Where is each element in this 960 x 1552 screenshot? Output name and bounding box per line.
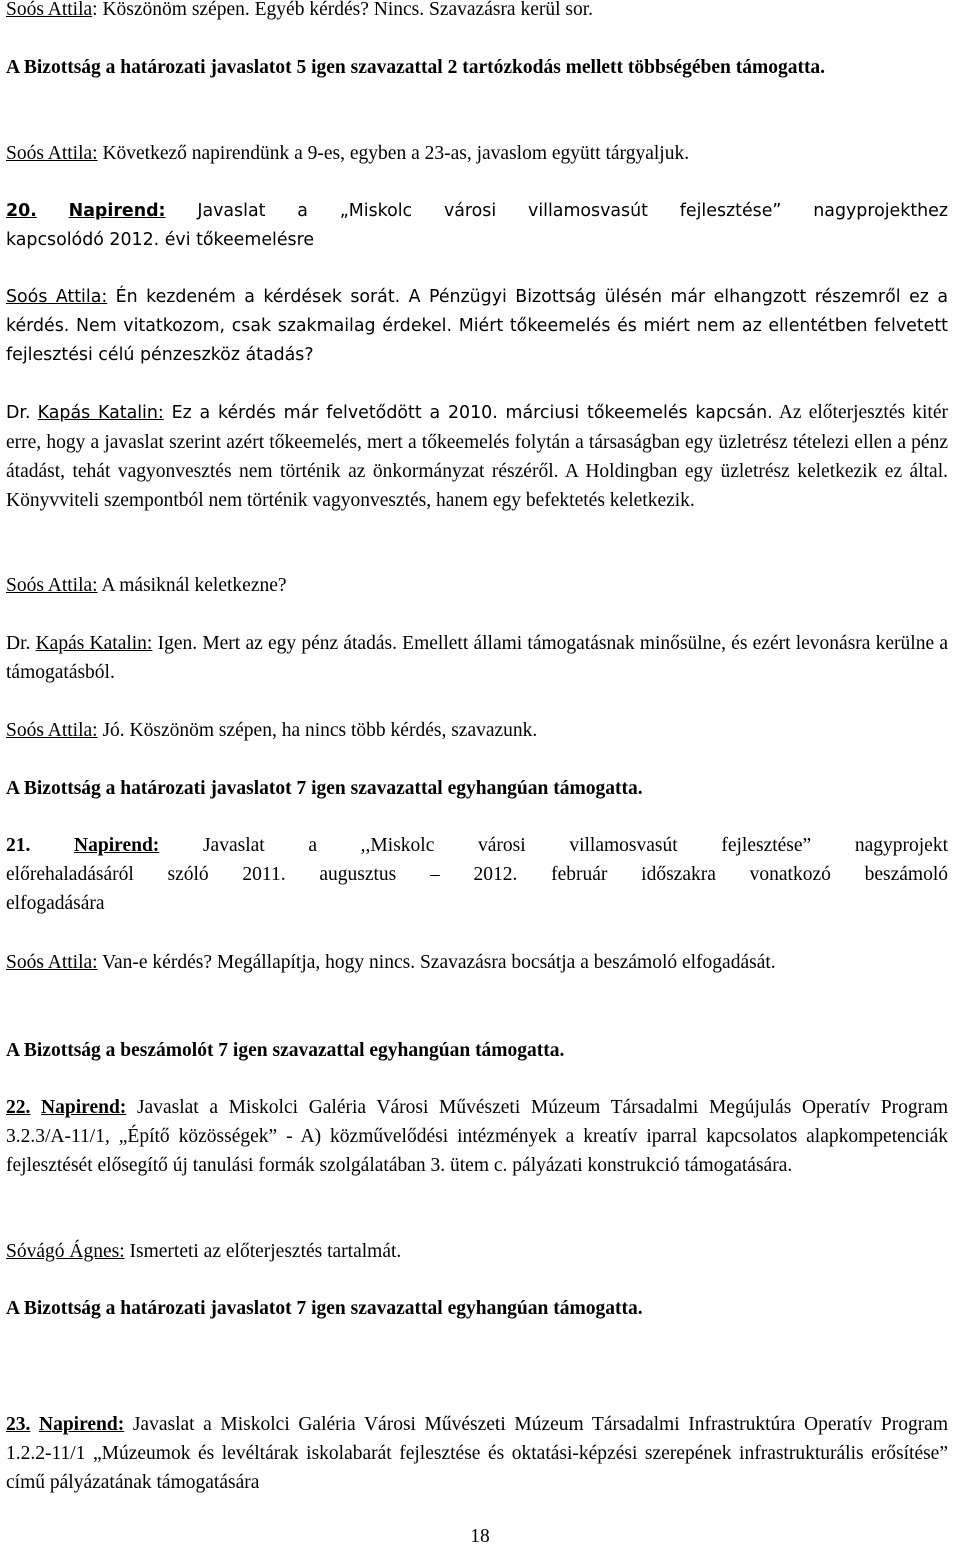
agenda-number: 20. <box>6 201 37 221</box>
page-number: 18 <box>470 1526 490 1547</box>
resolution-vote-result: A Bizottság a határozati javaslatot 7 igen szavazattal egyhangúan támogatta. <box>6 1298 643 1319</box>
agenda-title-line: elfogadására <box>6 893 105 914</box>
agenda-number: 23. <box>6 1414 31 1435</box>
speaker-title: Dr. <box>6 403 31 423</box>
paragraph-presenter <box>6 1237 948 1266</box>
speaker-name: Soós Attila <box>6 0 93 20</box>
agenda-label: Napirend: <box>38 1414 125 1435</box>
agenda-item-20 <box>6 197 948 255</box>
paragraph-closing-vote <box>6 0 948 24</box>
agenda-title-line: előrehaladásáról szóló 2011. augusztus – 2012. február időszakra vonatkozó beszámoló <box>6 864 948 885</box>
paragraph-question <box>6 283 948 370</box>
speaker-name: Soós Attila: <box>6 720 98 741</box>
paragraph-followup-question <box>6 571 948 600</box>
agenda-number: 22. <box>6 1097 31 1118</box>
speech-text: A másiknál keletkezne? <box>97 575 287 596</box>
speaker-name: Soós Attila: <box>6 143 98 164</box>
speaker-name: Kapás Katalin: <box>35 633 153 654</box>
speech-text: Igen. Mert az egy pénz átadás. Emellett állami támogatásnak minősülne, és ezért levonásra kerülne a támogatásból. <box>6 633 948 683</box>
agenda-title-line: Javaslat a „Miskolc városi villamosvasút fejlesztése” nagyprojekthez <box>165 201 948 221</box>
speaker-name: Soós Attila: <box>6 952 98 973</box>
agenda-label: Napirend: <box>41 1097 127 1118</box>
paragraph-followup-answer <box>6 629 948 687</box>
agenda-title: Javaslat a Miskolci Galéria Városi Művészeti Múzeum Társadalmi Megújulás Operatív Program 3.2.3/A-11/1, „Építő közösségek” - A) közművelődési intézmények a kreatív iparral kapcsolatos alapkompetenciák fejlesztését elősegítő új tanulási formák szolgálatában 3. ütem c. pályázati konstrukció támogatására. <box>6 1097 948 1176</box>
speaker-name: Sóvágó Ágnes: <box>6 1241 125 1262</box>
agenda-label: Napirend: <box>68 201 166 221</box>
agenda-number: 21. <box>6 835 31 856</box>
agenda-title: Javaslat a Miskolci Galéria Városi Művészeti Múzeum Társadalmi Infrastruktúra Operatív Program 1.2.2-11/1 „Múzeumok és levéltárak iskolabarát fejlesztése és oktatási-képzési szerepének infrastrukturális erősítése” című pályázatának támogatására <box>6 1414 949 1493</box>
agenda-item-22 <box>6 1093 948 1180</box>
report-vote-result: A Bizottság a beszámolót 7 igen szavazattal egyhangúan támogatta. <box>6 1040 565 1061</box>
paragraph-report-vote <box>6 948 948 977</box>
speech-text: Én kezdeném a kérdések sorát. A Pénzügyi Bizottság ülésén már elhangzott részemről ez a kérdés. Nem vitatkozom, csak szakmailag érdekel. Miért tőkeemelés és miért nem az ellentétben felvetett fejlesztési célú pénzeszköz átadás? <box>6 287 948 365</box>
speech-text: Ismerteti az előterjesztés tartalmát. <box>124 1241 402 1262</box>
speaker-name: Kapás Katalin: <box>37 403 164 423</box>
agenda-item-21 <box>6 831 948 918</box>
speech-text: : Köszönöm szépen. Egyéb kérdés? Nincs. Szavazásra kerül sor. <box>92 0 594 20</box>
resolution-vote-result: A Bizottság a határozati javaslatot 7 igen szavazattal egyhangúan támogatta. <box>6 778 643 799</box>
speech-text: Van-e kérdés? Megállapítja, hogy nincs. Szavazásra bocsátja a beszámoló elfogadását. <box>97 952 776 973</box>
speaker-name: Soós Attila: <box>6 287 108 307</box>
agenda-item-23 <box>6 1410 948 1497</box>
speech-text: Jó. Köszönöm szépen, ha nincs több kérdés, szavazunk. <box>97 720 538 741</box>
speaker-name: Soós Attila: <box>6 575 98 596</box>
paragraph-next-agenda <box>6 139 948 168</box>
paragraph-answer <box>6 398 948 515</box>
speaker-title: Dr. <box>6 633 31 654</box>
agenda-title-line: kapcsolódó 2012. évi tőkeemelésre <box>6 230 315 250</box>
speech-text: Az előterjesztés kitér erre, hogy a javaslat szerint azért tőkeemelés, mert a tőkeemelés folytán a társaságban egy üzletrész tételezi ellen a pénz átadást, tehát vagyonvesztés nem történik az önkormányzat részéről. A Holdingban egy üzletrész keletkezik ez által. Könyvviteli szempontból nem történik vagyonvesztés, hanem egy befektetés keletkezik. <box>6 402 948 511</box>
agenda-title-line: Javaslat a ,,Miskolc városi villamosvasút fejlesztése” nagyprojekt <box>159 835 948 856</box>
speech-text: Ez a kérdés már felvetődött a 2010. márciusi tőkeemelés kapcsán. <box>163 403 773 423</box>
resolution-vote-result: A Bizottság a határozati javaslatot 5 igen szavazattal 2 tartózkodás mellett többségében támogatta. <box>6 57 826 78</box>
agenda-label: Napirend: <box>74 835 160 856</box>
speech-text: Következő napirendünk a 9-es, egyben a 23-as, javaslom együtt tárgyaljuk. <box>97 143 690 164</box>
paragraph-call-vote <box>6 716 948 745</box>
